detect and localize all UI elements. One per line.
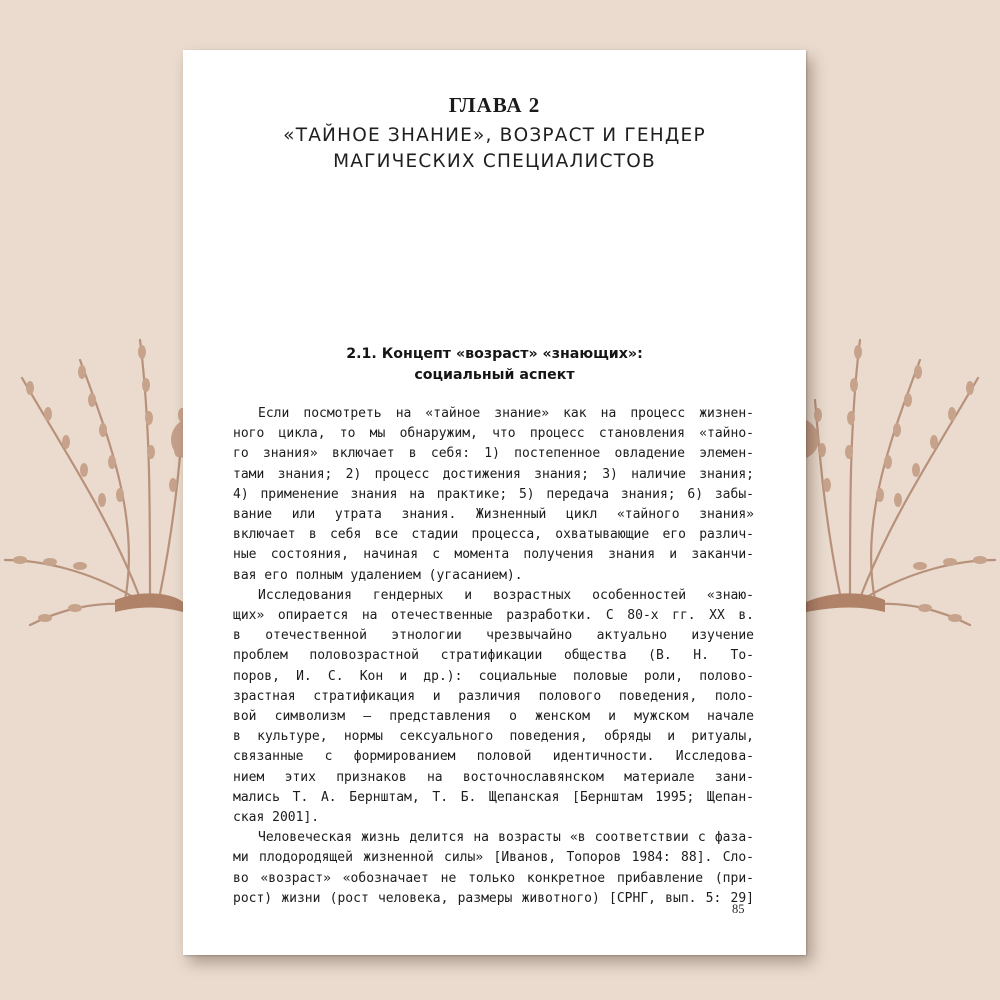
paragraph — [233, 586, 754, 828]
section-title-line: 2.1. Концепт «возраст» «знающих»: — [346, 346, 643, 362]
right-ribbon-icon — [806, 593, 885, 612]
text-line: ская 2001]. — [233, 810, 320, 826]
text-line: нием этих признаков на восточнославянском материале зани- — [233, 769, 754, 785]
chapter-title-line: МАГИЧЕСКИХ СПЕЦИАЛИСТОВ — [333, 151, 656, 172]
text-line: связанные с формированием половой идентичности. Исследова- — [233, 749, 754, 765]
text-line: рост) жизни (рост человека, размеры животного) [СРНГ, вып. 5: 29] — [233, 890, 754, 906]
text-line: вая его полным удалением (угасанием). — [233, 567, 523, 583]
text-line: Человеческая жизнь делится на возрасты «в соответствии с фаза- — [258, 830, 754, 846]
text-line: ные состояния, начиная с момента получения знания и заканчи- — [233, 547, 754, 563]
page-number: 85 — [732, 902, 745, 916]
text-line: ми плодородящей жизненной силы» [Иванов, Топоров 1984: 88]. Сло- — [233, 850, 754, 866]
paragraph — [233, 828, 754, 909]
text-line: мались Т. А. Бернштам, Т. Б. Щепанская [Бернштам 1995; Щепан- — [233, 789, 754, 805]
body-text — [233, 404, 754, 909]
text-line: поров, И. С. Кон и др.): социальные половые роли, полово- — [233, 668, 754, 684]
text-line: щих» опирается на отечественные разработки. С 80-х гг. XX в. — [233, 608, 754, 624]
text-line: ного цикла, то мы обнаружим, что процесс становления «тайно- — [233, 426, 754, 442]
text-line: тами знания; 2) процесс достижения знания; 3) наличие знания; — [233, 466, 754, 482]
text-line: Если посмотреть на «тайное знание» как на процесс жизнен- — [258, 406, 754, 421]
text-line: в культуре, нормы сексуального поведения, обряды и ритуалы, — [233, 729, 754, 745]
text-line: го знания» включает в себя: 1) постепенное овладение элемен- — [233, 446, 754, 462]
chapter-title — [183, 123, 806, 175]
text-line: Исследования гендерных и возрастных особенностей «знаю- — [258, 587, 754, 603]
text-line: зрастная стратификация и различия полового поведения, поло- — [233, 688, 754, 704]
text-line: вание или утрата знания. Жизненный цикл «тайного знания» — [233, 507, 754, 523]
text-line: в отечественной этнологии чрезвычайно актуально изучение — [233, 628, 754, 644]
section-title — [183, 344, 806, 386]
section-title-line: социальный аспект — [414, 367, 575, 383]
text-line: включает в себя все стадии процесса, охватывающие его различ- — [233, 527, 754, 543]
text-line: 4) применение знания на практике; 5) передача знания; 6) забы- — [233, 486, 754, 502]
book-page — [183, 50, 806, 955]
text-line: во «возраст» «обозначает не только конкретное прибавление (при- — [233, 870, 754, 886]
text-line: вой символизм — представления о женском и мужском начале — [233, 709, 754, 725]
chapter-title-line: «ТАЙНОЕ ЗНАНИЕ», ВОЗРАСТ И ГЕНДЕР — [283, 125, 706, 146]
left-leaf-icon — [171, 420, 183, 458]
text-line: проблем половозрастной стратификации общества (В. Н. То- — [233, 648, 754, 664]
chapter-number: ГЛАВА 2 — [448, 93, 541, 117]
paragraph — [233, 404, 754, 586]
